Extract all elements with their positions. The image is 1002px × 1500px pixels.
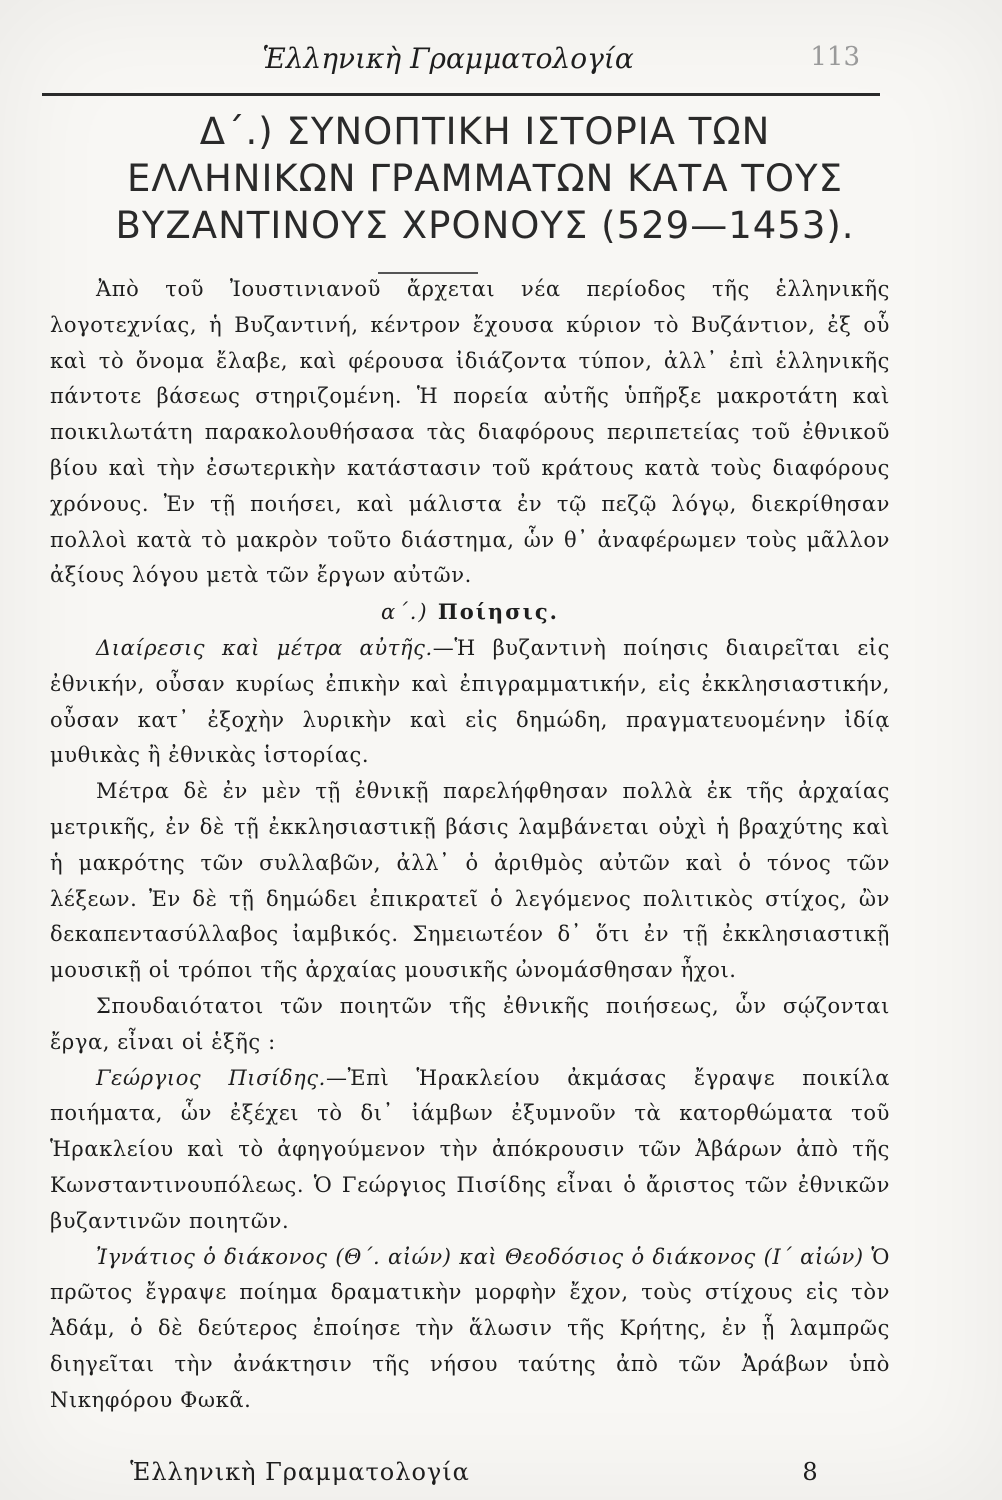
section-number: α΄.) (381, 600, 429, 625)
running-head (0, 36, 1002, 86)
paragraph (50, 989, 890, 1061)
section-heading (50, 594, 890, 631)
chapter-title: Δ΄.) ΣΥΝΟΠΤΙΚΗ ΙΣΤΟΡΙΑ ΤΩΝ ΕΛΛΗΝΙΚΩΝ ΓΡΑΜΜΑΤΩΝ ΚΑΤΑ ΤΟΥΣ ΒΥΖΑΝΤΙΝΟΥΣ ΧΡΟΝΟΥΣ (529—1453). (115, 110, 855, 247)
paragraph-text: Μέτρα δὲ ἐν μὲν τῇ ἐθνικῇ παρελήφθησαν πολλὰ ἐκ τῆς ἀρχαίας μετρικῆς, ἐν δὲ τῇ ἐκκλησιαστικῇ βάσις λαμβάνεται οὐχὶ ἡ βραχύτης καὶ ἡ μακρότης τῶν συλλαβῶν, ἀλλ᾽ ὁ ἀριθμὸς αὐτῶν καὶ ὁ τόνος τῶν λέξεων. Ἐν δὲ τῇ δημώδει ἐπικρατεῖ ὁ λεγόμενος πολιτικὸς στίχος, ὢν δεκαπεντασύλλαβος ἰαμβικός. Σημειωτέον δ᾽ ὅτι ἐν τῇ ἐκκλησιαστικῇ μουσικῇ οἱ τρόποι τῆς ἀρχαίας μουσικῆς ὠνομάσθησαν ἦχοι. (50, 779, 890, 983)
paragraph (50, 1061, 890, 1240)
paragraph (50, 774, 890, 989)
running-head-title: Ἑλληνικὴ Γραμματολογία (262, 42, 634, 75)
signature-mark: 8 (802, 1458, 818, 1486)
paragraph (50, 1240, 890, 1419)
paragraph (50, 631, 890, 774)
intro-paragraph: Ἀπὸ τοῦ Ἰουστινιανοῦ ἄρχεται νέα περίοδος τῆς ἑλληνικῆς λογοτεχνίας, ἡ Βυζαντινή, κέντρον ἔχουσα κύριον τὸ Βυζάντιον, ἐξ οὗ καὶ τὸ ὄνομα ἔλαβε, καὶ φέρουσα ἰδιάζοντα τύπον, ἀλλ᾽ ἐπὶ ἑλληνικῆς πάντοτε βάσεως στηριζομένη. Ἡ πορεία αὐτῆς ὑπῆρξε μακροτάτη καὶ ποικιλωτάτη παρακολουθήσασα τὰς διαφόρους περιπετείας τοῦ ἐθνικοῦ βίου καὶ τὴν ἐσωτερικὴν κατάστασιν τοῦ κράτους κατὰ τοὺς διαφόρους χρόνους. Ἐν τῇ ποιήσει, καὶ μάλιστα ἐν τῷ πεζῷ λόγῳ, διεκρίθησαν πολλοὶ κατὰ τὸ μακρὸν τοῦτο διάστημα, ὧν θ᾽ ἀναφέρωμεν τοὺς μᾶλλον ἀξίους λόγου μετὰ τῶν ἔργων αὐτῶν. (50, 277, 890, 588)
paragraph-lead: Διαίρεσις καὶ μέτρα αὐτῆς. (96, 635, 433, 660)
paragraph-lead: Ἰγνάτιος ὁ διάκονος (Θ΄. αἰών) καὶ Θεοδόσιος ὁ διάκονος (Ι΄ αἰών) (96, 1244, 864, 1269)
paragraph-text: —Ἡ βυζαντινὴ ποίησις διαιρεῖται εἰς ἐθνικήν, οὖσαν κυρίως ἐπικὴν καὶ ἐπιγραμματικήν, εἰς ἐκκλησιαστικήν, οὖσαν κατ᾽ ἐξοχὴν λυρικὴν καὶ εἰς δημώδη, πραγματευομένην ἰδίᾳ μυθικὰς ἢ ἐθνικὰς ἱστορίας. (50, 635, 890, 768)
section-title: Ποίησις. (437, 599, 559, 625)
paragraph-text: —Ἐπὶ Ἡρακλείου ἀκμάσας ἔγραψε ποικίλα ποιήματα, ὧν ἐξέχει τὸ δι᾽ ἰάμβων ἐξυμνοῦν τὰ κατορθώματα τοῦ Ἡρακλείου καὶ τὸ ἀφηγούμενον τὴν ἀπόκρουσιν τῶν Ἀβάρων ἀπὸ τῆς Κωνσταντινουπόλεως. Ὁ Γεώργιος Πισίδης εἶναι ὁ ἄριστος τῶν ἐθνικῶν βυζαντινῶν ποιητῶν. (50, 1065, 890, 1233)
header-rule (42, 93, 880, 96)
paragraph-lead: Γεώργιος Πισίδης. (96, 1065, 326, 1090)
page-footer (0, 1458, 1002, 1498)
page-number: 113 (810, 42, 860, 72)
footer-title: Ἑλληνικὴ Γραμματολογία (130, 1458, 470, 1486)
body-text (50, 272, 890, 1419)
paragraph-text: Σπουδαιότατοι τῶν ποιητῶν τῆς ἐθνικῆς ποιήσεως, ὧν σῴζονται ἔργα, εἶναι οἱ ἑξῆς : (50, 993, 890, 1054)
paragraph-text: Ὁ πρῶτος ἔγραψε ποίημα δραματικὴν μορφὴν ἔχον, τοὺς στίχους εἰς τὸν Ἀδάμ, ὁ δὲ δεύτερος ἐποίησε τὴν ἅλωσιν τῆς Κρήτης, ἐν ᾗ λαμπρῶς διηγεῖται τὴν ἀνάκτησιν τῆς νήσου ταύτης ἀπὸ τῶν Ἀράβων ὑπὸ Νικηφόρου Φωκᾶ. (50, 1244, 890, 1412)
